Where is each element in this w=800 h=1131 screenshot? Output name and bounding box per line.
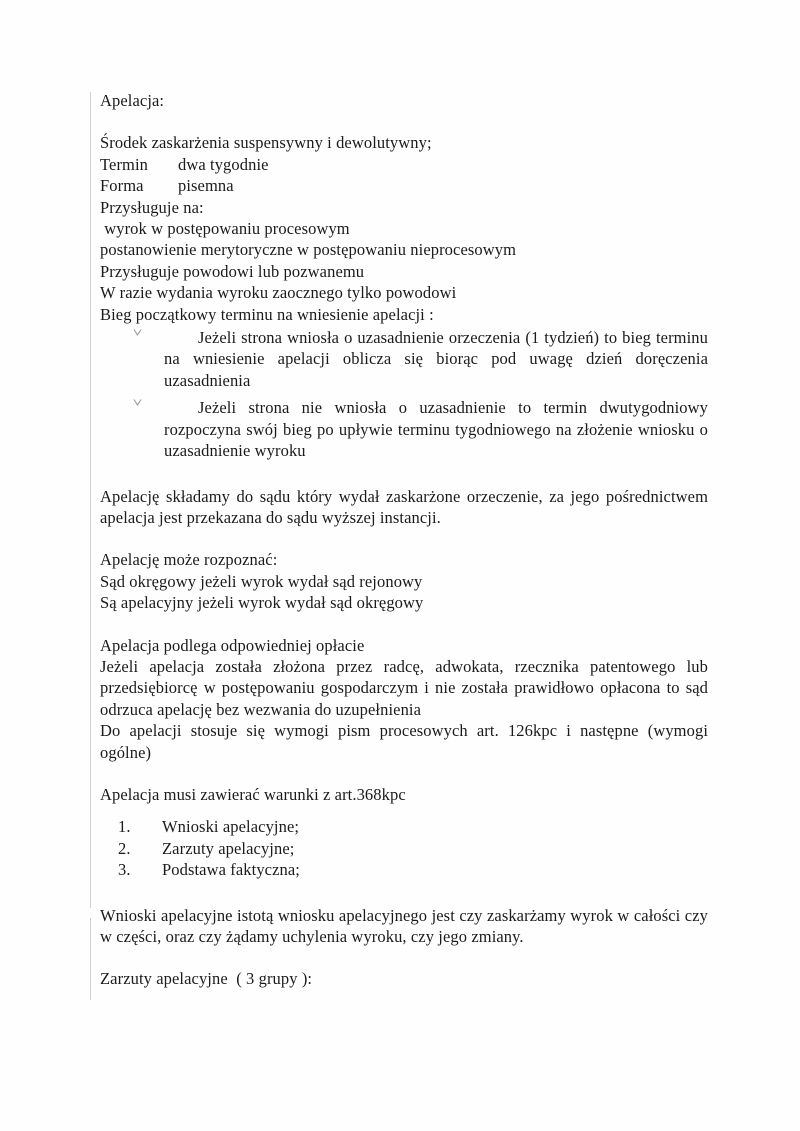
paragraph-filing: Apelację składamy do sądu który wydał zaskarżone orzeczenie, za jego pośrednictwem apelacja jest przekazana do sądu wyższej instancji. bbox=[100, 486, 708, 527]
list-item bbox=[100, 859, 708, 880]
intro-line-verdict-process: wyrok w postępowaniu procesowym bbox=[100, 219, 350, 239]
spacer bbox=[100, 111, 708, 132]
bullet-list bbox=[100, 327, 708, 461]
fee-heading: Apelacja podlega odpowiedniej opłacie bbox=[100, 635, 365, 655]
margin-rule-artifact bbox=[90, 92, 91, 908]
closing-heading: Zarzuty apelacyjne ( 3 grupy ): bbox=[100, 969, 313, 989]
list-item-number: 2. bbox=[118, 838, 131, 858]
list-item-number: 1. bbox=[118, 817, 131, 837]
intro-line-measure: Środek zaskarżenia suspensywny i dewolutywny; bbox=[100, 133, 432, 153]
paragraph-fee: Jeżeli apelacja została złożona przez radcę, adwokata, rzecznika patentowego lub przedsiębiorcę w postępowaniu gospodarczym i nie została prawidłowo opłacona to sąd odrzuca apelację bez wezwania do uzupełnienia bbox=[100, 656, 708, 719]
intro-line-default-judgment: W razie wydania wyroku zaocznego tylko powodowi bbox=[100, 283, 457, 303]
intro-line-applies-to: Przysługuje na: bbox=[100, 197, 204, 217]
spacer bbox=[100, 528, 708, 549]
list-item-label: Wnioski apelacyjne; bbox=[162, 817, 300, 837]
recognition-heading: Apelację może rozpoznać: bbox=[100, 550, 278, 570]
paragraph-motions: Wnioski apelacyjne istotą wniosku apelacyjnego jest czy zaskarżamy wyrok w całości czy w części, oraz czy żądamy uchylenia wyroku, czy jego zmiany. bbox=[100, 905, 708, 946]
intro-line-parties: Przysługuje powodowi lub pozwanemu bbox=[100, 261, 365, 281]
margin-rule-artifact-lower bbox=[90, 918, 91, 1000]
spacer bbox=[100, 614, 708, 635]
bullet-text: Jeżeli strona nie wniosła o uzasadnienie to termin dwutygodniowy rozpoczyna swój bieg po upływie terminu tygodniowego na złożenie wniosku o uzasadnienie wyroku bbox=[164, 398, 708, 461]
spacer bbox=[100, 805, 708, 816]
bullet-item bbox=[164, 327, 708, 391]
list-item-label: Zarzuty apelacyjne; bbox=[162, 838, 295, 858]
attribute-row-term bbox=[100, 154, 708, 175]
attribute-label-term: Termin bbox=[100, 154, 149, 174]
list-item-number: 3. bbox=[118, 860, 131, 880]
bullet-marker-icon bbox=[133, 328, 142, 337]
bullet-item bbox=[164, 397, 708, 461]
bullet-marker-icon bbox=[133, 398, 142, 407]
recognition-line-district-court: Sąd okręgowy jeżeli wyrok wydał sąd rejonowy bbox=[100, 571, 423, 591]
conditions-list bbox=[100, 816, 708, 880]
intro-line-term-start: Bieg początkowy terminu na wniesienie apelacji : bbox=[100, 304, 434, 324]
document-body bbox=[100, 90, 708, 990]
attribute-label-form: Forma bbox=[100, 176, 144, 196]
attribute-value-term: dwa tygodnie bbox=[178, 154, 269, 174]
paragraph-requirements: Do apelacji stosuje się wymogi pism procesowych art. 126kpc i następne (wymogi ogólne) bbox=[100, 721, 708, 762]
bullet-text: Jeżeli strona wniosła o uzasadnienie orzeczenia (1 tydzień) to bieg terminu na wniesienie apelacji oblicza się biorąc pod uwagę dzień doręczenia uzasadnienia bbox=[164, 328, 708, 390]
spacer bbox=[100, 881, 708, 905]
spacer bbox=[100, 763, 708, 784]
attribute-value-form: pisemna bbox=[178, 176, 234, 196]
list-item bbox=[100, 816, 708, 837]
intro-line-decision-nonprocess: postanowienie merytoryczne w postępowaniu nieprocesowym bbox=[100, 240, 517, 260]
spacer bbox=[100, 947, 708, 968]
spacer bbox=[100, 462, 708, 486]
attribute-row-form bbox=[100, 175, 708, 196]
recognition-line-appellate-court: Są apelacyjny jeżeli wyrok wydał sąd okręgowy bbox=[100, 593, 424, 613]
document-title: Apelacja: bbox=[100, 91, 165, 110]
list-item-label: Podstawa faktyczna; bbox=[162, 860, 300, 880]
list-item bbox=[100, 838, 708, 859]
conditions-heading: Apelacja musi zawierać warunki z art.368kpc bbox=[100, 784, 406, 804]
